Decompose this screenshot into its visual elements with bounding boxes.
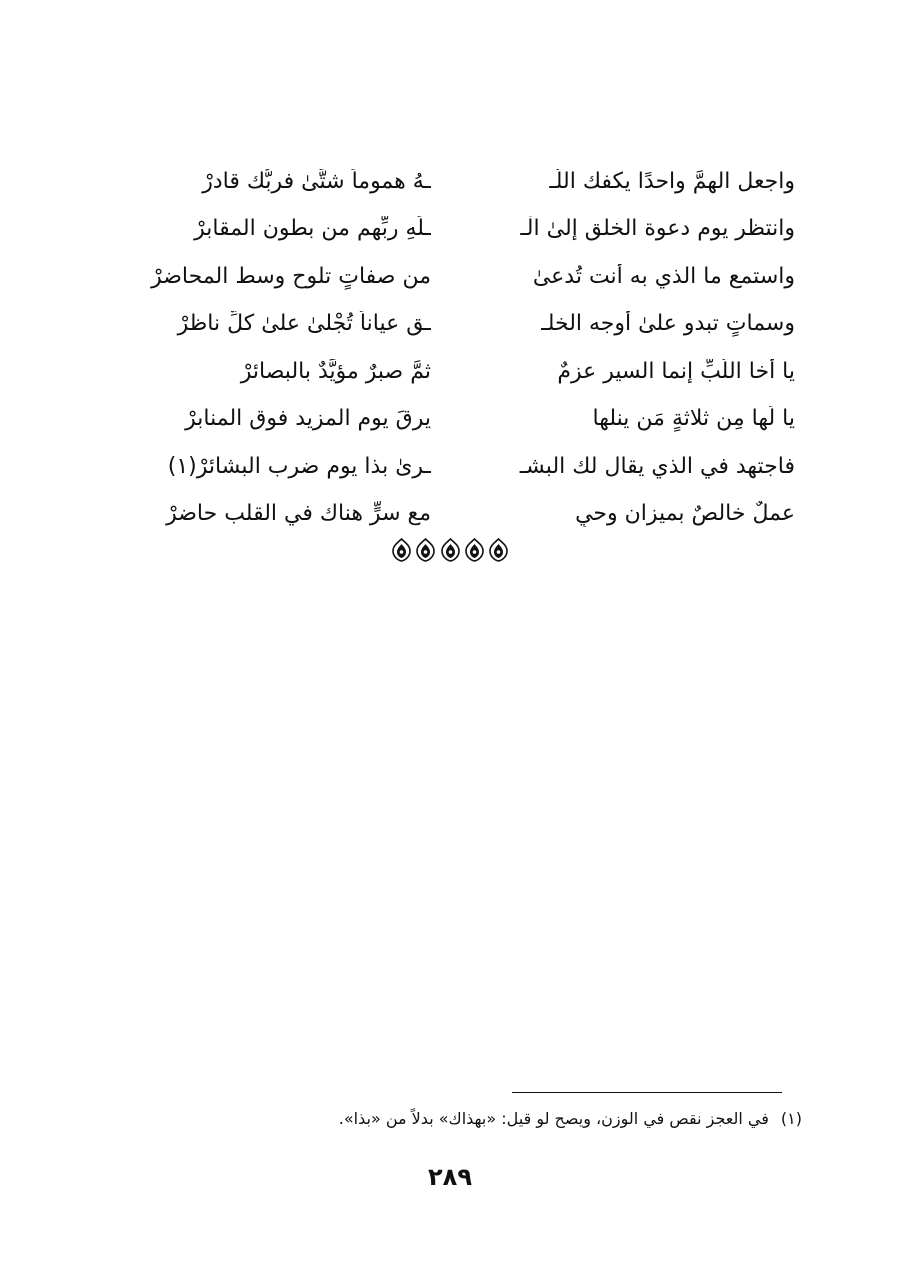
- poem: [115, 158, 795, 538]
- floral-separator-icon: [464, 537, 485, 563]
- footnote-number: (١): [780, 1109, 802, 1128]
- floral-separator-icon: [440, 537, 461, 563]
- verse-second-hemistich: ـقِ عياناً تُجْلىٰ علىٰ كلِّ ناظرْ: [177, 311, 431, 337]
- verse-first-hemistich: يا أخا اللُّبِّ إنما السير عزمٌ: [557, 358, 795, 384]
- verse-second-hemistich: ـهُ هموماً شتَّىٰ فربُّك قادرْ: [202, 168, 431, 194]
- verse-first-hemistich: واستمع ما الذي به أنت تُدعىٰ: [532, 263, 795, 289]
- verse-second-hemistich: ـرىٰ بذا يوم ضرب البشائرْ(١): [167, 453, 431, 479]
- verse: [115, 301, 795, 349]
- floral-separator-icon: [488, 537, 509, 563]
- verse-second-hemistich: ـلَهِ ربِّهم من بطون المقابرْ: [194, 216, 431, 242]
- footnote: [242, 1108, 802, 1130]
- floral-separator-icon: [415, 537, 436, 563]
- page-number: ٢٨٩: [428, 1163, 472, 1191]
- verse-second-hemistich: من صفاتٍ تلوح وسط المحاضرْ: [151, 263, 431, 289]
- verse: [115, 253, 795, 301]
- verse: [115, 396, 795, 444]
- floral-separator-icon: [391, 537, 412, 563]
- floral-separator: [391, 534, 509, 566]
- footnote-separator: [512, 1092, 782, 1093]
- verse-first-hemistich: وسماتٍ تبدو علىٰ أوجه الخلـ: [541, 311, 795, 337]
- verse: [115, 206, 795, 254]
- verse-first-hemistich: يا لَها مِن ثلاثةٍ مَن ينلها: [592, 406, 795, 432]
- verse-first-hemistich: عملٌ خالصٌ بميزان وحيٍ: [575, 501, 795, 527]
- verse: [115, 158, 795, 206]
- verse: [115, 443, 795, 491]
- verse-second-hemistich: مع سرٍّ هناك في القلب حاضرْ: [166, 501, 431, 527]
- verse: [115, 491, 795, 539]
- verse: [115, 348, 795, 396]
- verse-first-hemistich: فاجتهد في الذي يقال لك البشـ: [519, 453, 795, 479]
- verse-first-hemistich: واجعل الهمَّ واحدًا يكفك اللّـ: [549, 168, 795, 194]
- footnote-text: في العجز نقص في الوزن، ويصح لو قيل: «بهذاك» بدلاً من «بذا».: [338, 1109, 769, 1128]
- verse-second-hemistich: ثمَّ صبرٌ مؤيَّدٌ بالبصائرْ: [240, 358, 431, 384]
- verse-second-hemistich: يرقَ يوم المزيد فوق المنابرْ: [185, 406, 431, 432]
- verse-first-hemistich: وانتظر يوم دعوة الخلق إلىٰ الْـ: [520, 216, 795, 242]
